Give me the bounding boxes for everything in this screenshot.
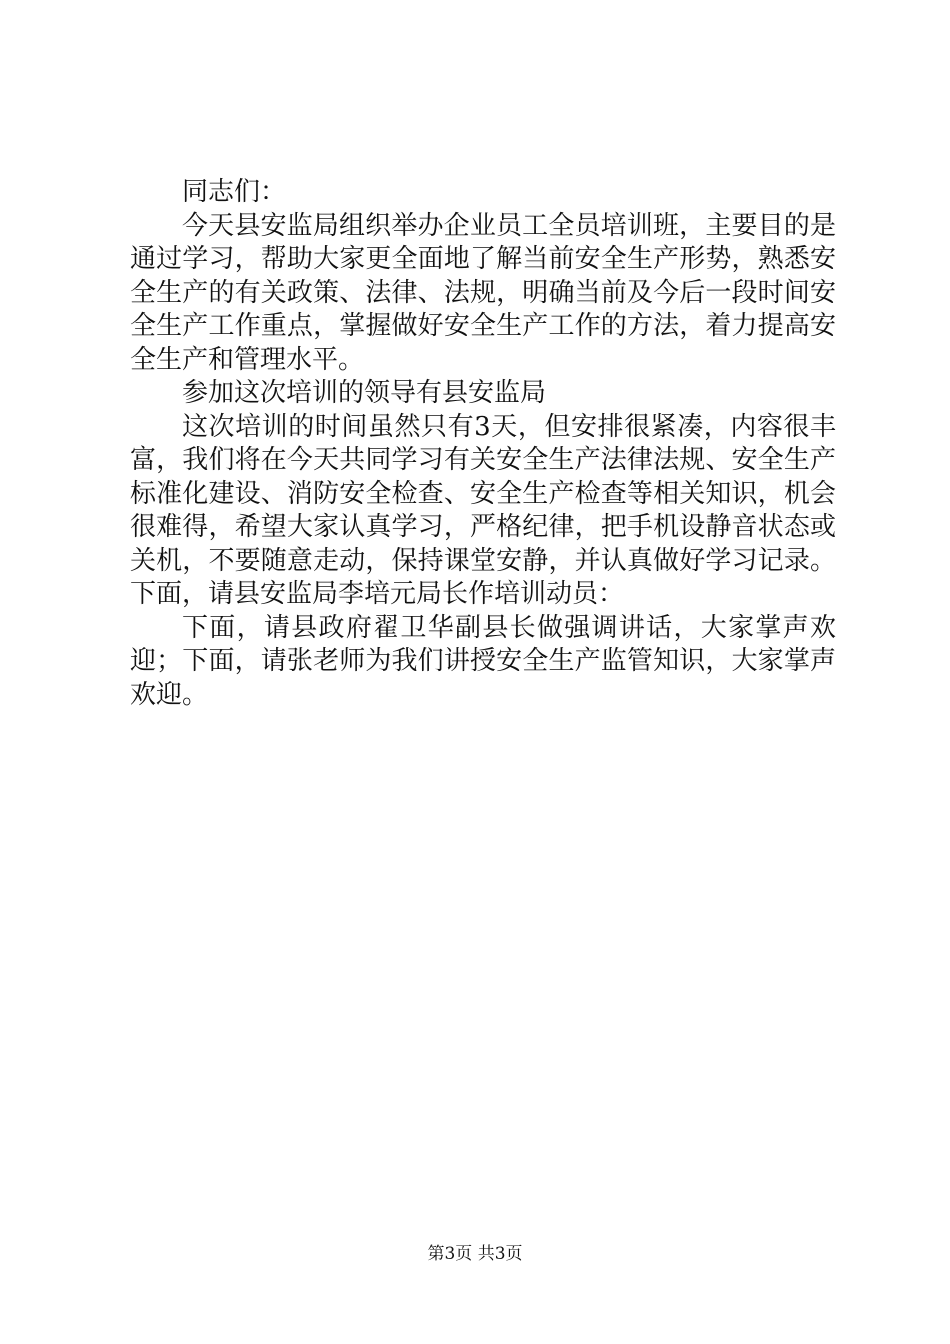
speakers-paragraph: 下面，请县政府翟卫华副县长做强调讲话，大家掌声欢迎；下面，请张老师为我们讲授安全生产监管知识，大家掌声欢迎。 xyxy=(130,612,836,710)
document-body xyxy=(130,176,836,712)
greeting-paragraph: 同志们： xyxy=(182,177,287,207)
page-footer: 第3页 共3页 xyxy=(427,1244,523,1264)
purpose-paragraph: 今天县安监局组织举办企业员工全员培训班，主要目的是通过学习，帮助大家更全面地了解当前安全生产形势，熟悉安全生产的有关政策、法律、法规，明确当前及今后一段时间安全生产工作重点，掌握做好安全生产工作的方法，着力提高安全生产和管理水平。 xyxy=(130,210,836,375)
schedule-paragraph: 这次培训的时间虽然只有3天，但安排很紧凑，内容很丰富，我们将在今天共同学习有关安全生产法律法规、安全生产标准化建设、消防安全检查、安全生产检查等相关知识，机会很难得，希望大家认真学习，严格纪律，把手机设静音状态或关机，不要随意走动，保持课堂安静，并认真做好学习记录。下面，请县安监局李培元局长作培训动员： xyxy=(130,411,836,609)
leaders-paragraph: 参加这次培训的领导有县安监局 xyxy=(182,378,547,408)
